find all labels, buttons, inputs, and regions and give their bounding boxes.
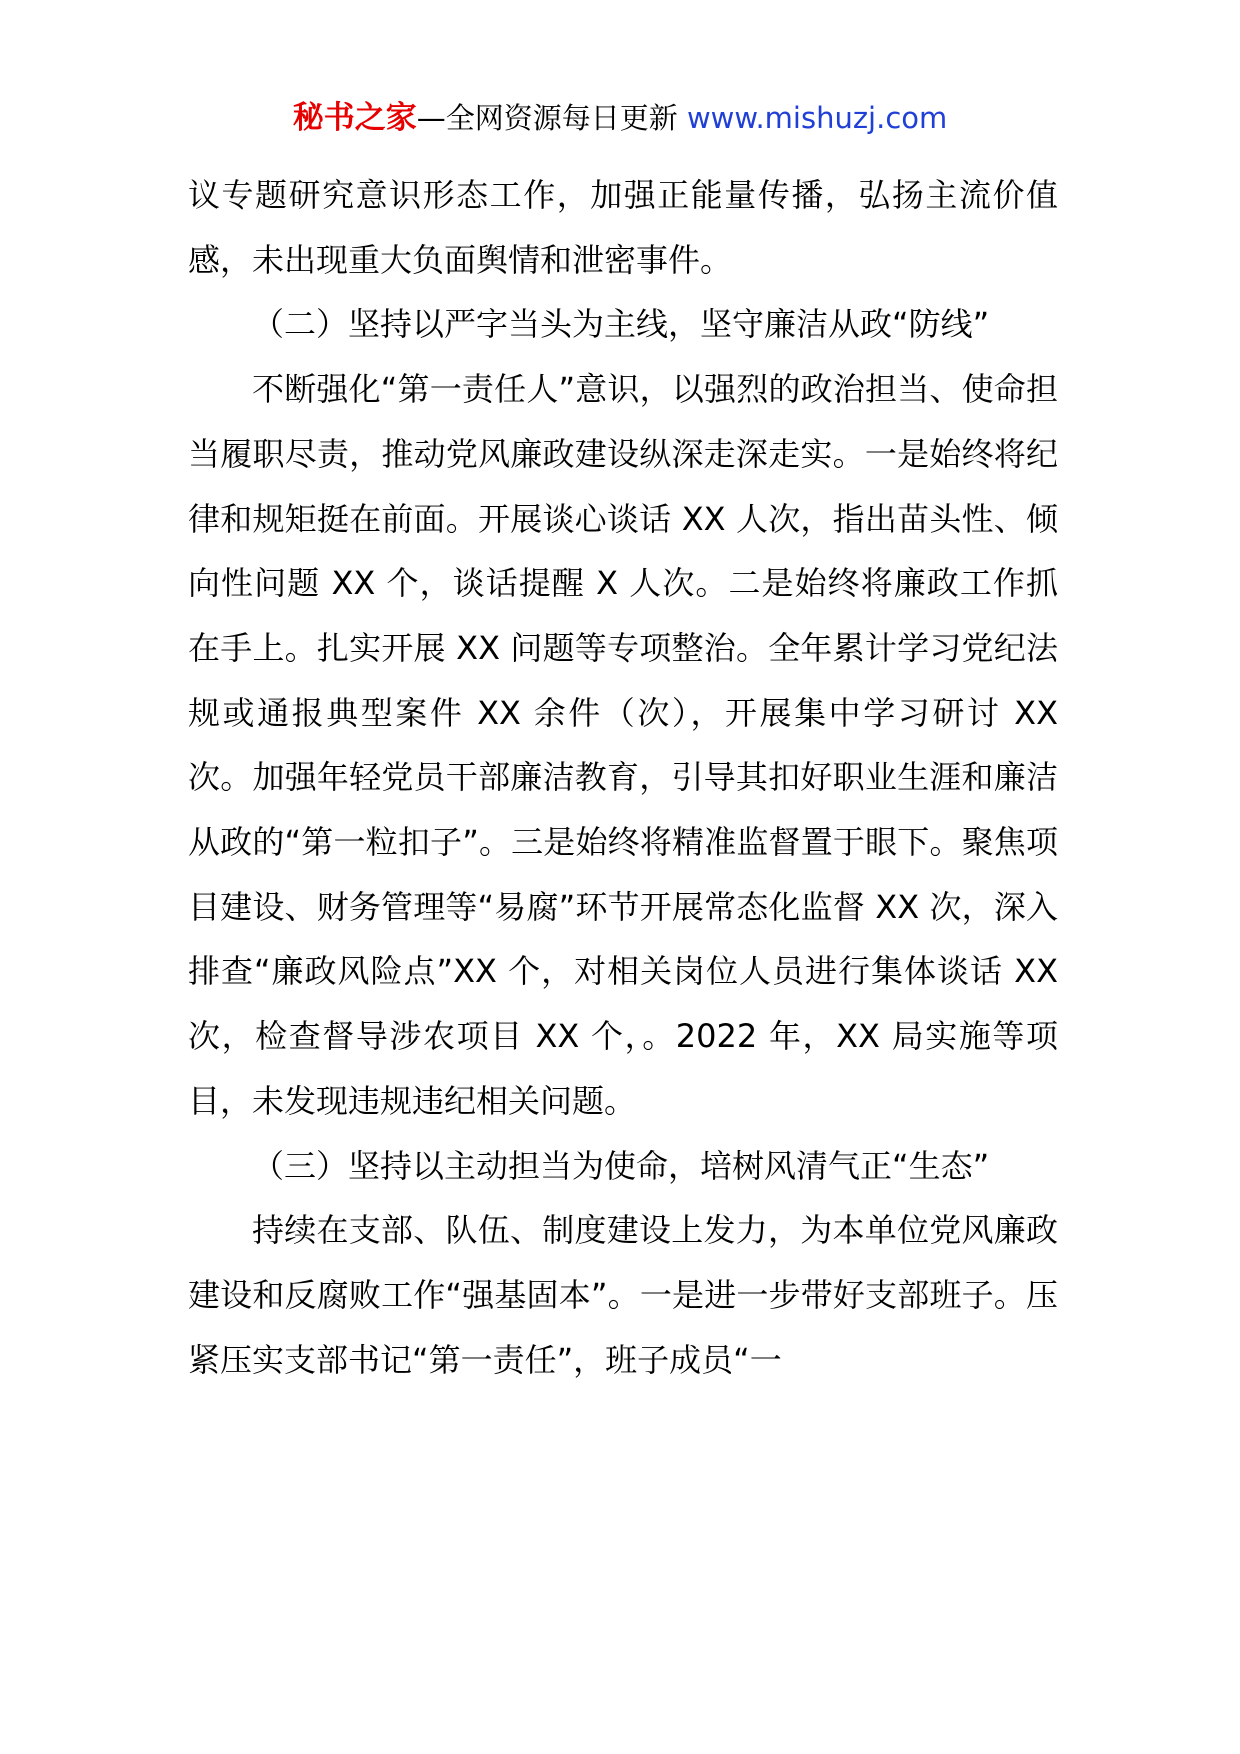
site-header <box>0 98 1240 138</box>
paragraph-continuation: 议专题研究意识形态工作，加强正能量传播，弘扬主流价值感，未出现重大负面舆情和泄密事件。 <box>188 176 1058 279</box>
paragraph-body: 持续在支部、队伍、制度建设上发力，为本单位党风廉政建设和反腐败工作“强基固本”。一是进一步带好支部班子。压紧压实支部书记“第一责任”，班子成员“一 <box>188 1211 1058 1379</box>
paragraph-body: 不断强化“第一责任人”意识，以强烈的政治担当、使命担当履职尽责，推动党风廉政建设纵深走深走实。一是始终将纪律和规矩挺在前面。开展谈心谈话 XX 人次，指出苗头性、倾向性问题 XX 个，谈话提醒 X 人次。二是始终将廉政工作抓在手上。扎实开展 XX 问题等专项整治。全年累计学习党纪法规或通报典型案件 XX 余件（次），开展集中学习研讨 XX 次。加强年轻党员干部廉洁教育，引导其扣好职业生涯和廉洁从政的“第一粒扣子”。三是始终将精准监督置于眼下。聚焦项目建设、财务管理等“易腐”环节开展常态化监督 XX 次，深入排查“廉政风险点”XX 个，对相关岗位人员进行集体谈话 XX 次，检查督导涉农项目 XX 个，。2022 年，XX 局实施等项目，未发现违规违纪相关问题。 <box>188 370 1058 1120</box>
section-heading-3: （三）坚持以主动担当为使命，培树风清气正“生态” <box>252 1146 990 1185</box>
brand-name: 秘书之家 <box>292 100 417 136</box>
section-heading-2: （二）坚持以严字当头为主线，坚守廉洁从政“防线” <box>252 305 990 344</box>
site-url-link[interactable]: www.mishuzj.com <box>686 101 948 135</box>
header-tagline: —全网资源每日更新 <box>416 101 678 135</box>
document-body <box>188 163 1058 1392</box>
